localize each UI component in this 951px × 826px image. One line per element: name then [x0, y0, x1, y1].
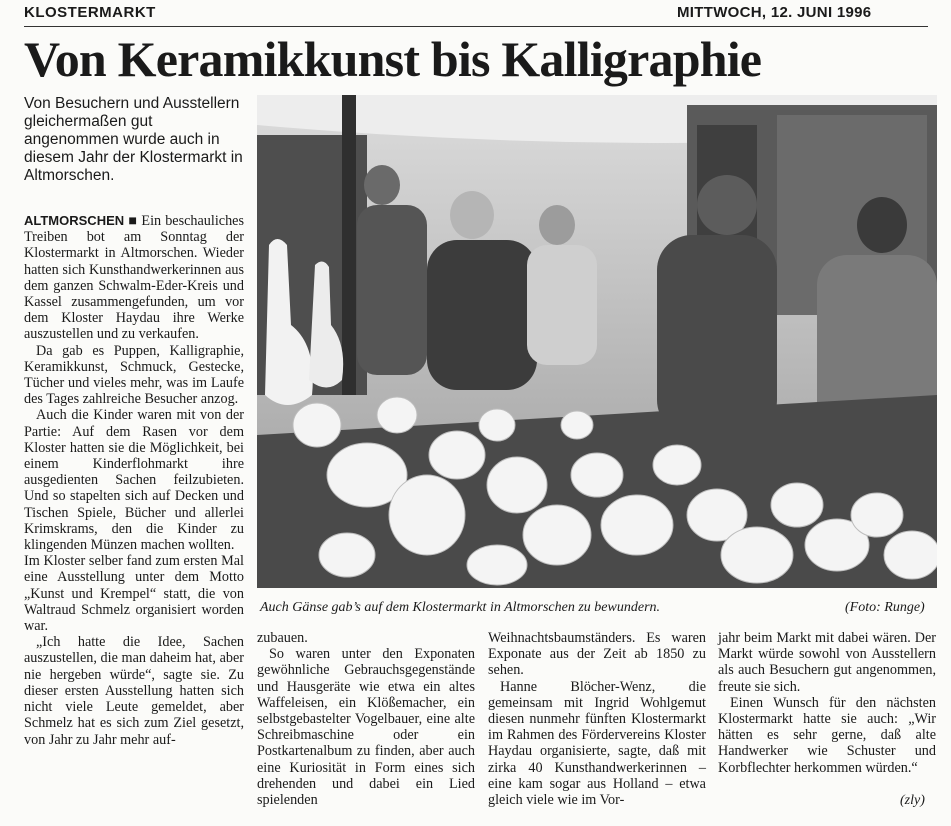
section-label: KLOSTERMARKT: [24, 4, 156, 21]
article-paragraph: Weihnachtsbaumständers. Es waren Exponate aus der Zeit ab 1850 zu sehen.: [488, 630, 706, 679]
article-column-4: [718, 630, 936, 776]
article-paragraph: zubauen.: [257, 630, 308, 646]
article-paragraph: So waren unter den Exponaten gewöhnliche Gebrauchsgegenstände und Hausgeräte wie etwa ein altes Waffeleisen, ein Klößemacher, ein selbstgebastelter Vogelbauer, eine alte Schreibmaschine oder ein Postkartenalbum zu finden, aber auch eine Kuriosität in Form eines sich drehenden und dabei ein Lied spielenden: [257, 646, 475, 809]
article-paragraph: jahr beim Markt mit dabei wären. Der Markt würde sowohl von Ausstellern als auch Besuchern gut angenommen, freute sie sich.: [718, 630, 936, 695]
article-column-3: [488, 630, 706, 808]
publication-date: MITTWOCH, 12. JUNI 1996: [677, 4, 872, 21]
lead-text: Von Besuchern und Ausstellern gleichermaßen gut angenommen wurde auch in diesem Jahr der Klostermarkt in Altmorschen.: [24, 95, 243, 184]
article-paragraph: „Ich hatte die Idee, Sachen auszustellen, die man daheim hat, aber nie hergeben würde“, sagte sie. Zu dieser ersten Ausstellung hatten sich nicht viele Leute gemeldet, aber Schmelz hat es sich zum Ziel gesetzt, von Jahr zu Jahr mehr auf-: [24, 634, 244, 748]
market-photo: [257, 95, 937, 588]
article-column-2: [257, 630, 475, 808]
headline: Von Keramikkunst bis Kalligraphie: [24, 31, 762, 87]
article-column-1: [24, 213, 244, 748]
article-paragraph: Da gab es Puppen, Kalligraphie, Keramikkunst, Schmuck, Gestecke, Tücher und vieles mehr, was im Laufe des Tages zahlreiche Besucher anzog.: [24, 342, 244, 408]
article-paragraph: ALTMORSCHEN ■ Ein beschauliches Treiben bot am Sonntag der Klostermarkt in Altmorschen. Wieder hatten sich Kunsthandwerkerinnen aus dem ganzen Schwalm-Eder-Kreis und Kassel zusammengefunden, um vor dem Kloster Haydau ihre Werke auszustellen und zu verkaufen.: [24, 213, 244, 343]
photo-illustration: [257, 95, 937, 588]
author-initials: (zly): [900, 793, 925, 808]
article-paragraph: Auch die Kinder waren mit von der Partie: Auf dem Rasen vor dem Kloster hatten sie die Möglichkeit, bei einem Kinderflohmarkt ihre ausgedienten Sachen feilzubieten. Und so stapelten sich auf Decken und Tischen Spiele, Bücher und allerlei Krimskrams, den die Kinder zu klingenden Münzen machen wollten.: [24, 407, 244, 554]
article-paragraph: Im Kloster selber fand zum ersten Mal eine Ausstellung unter dem Motto „Kunst und Krempel“ statt, die von Waltraud Schmelz organisiert worden war.: [24, 553, 244, 635]
photo-credit: (Foto: Runge): [845, 600, 925, 615]
article-paragraph: Hanne Blöcher-Wenz, die gemeinsam mit Ingrid Wohlgemut diesen nunmehr fünften Klostermarkt im Rahmen des Fördervereins Kloster Haydau organisierte, sagte, daß mit zirka 40 Kunsthandwerkerinnen – eine kam sogar aus Holland – etwa gleich viele wie im Vor-: [488, 678, 706, 809]
photo-caption: Auch Gänse gab’s auf dem Klostermarkt in Altmorschen zu bewundern.: [260, 600, 661, 615]
article-paragraph: Einen Wunsch für den nächsten Klostermarkt hatte sie auch: „Wir hätten es sehr gerne, daß alte Handwerker wie Schuster und Korbflechter herkommen würden.“: [718, 694, 936, 776]
paragraph-text: Ein beschauliches Treiben bot am Sonntag der Klostermarkt in Altmorschen. Wieder hatten sich Kunsthandwerkerinnen aus dem ganzen Schwalm-Eder-Kreis und Kassel zusammengefunden, um vor dem Kloster Haydau ihre Werke auszustellen und zu verkaufen.: [24, 213, 244, 343]
dateline: ALTMORSCHEN: [24, 213, 125, 228]
